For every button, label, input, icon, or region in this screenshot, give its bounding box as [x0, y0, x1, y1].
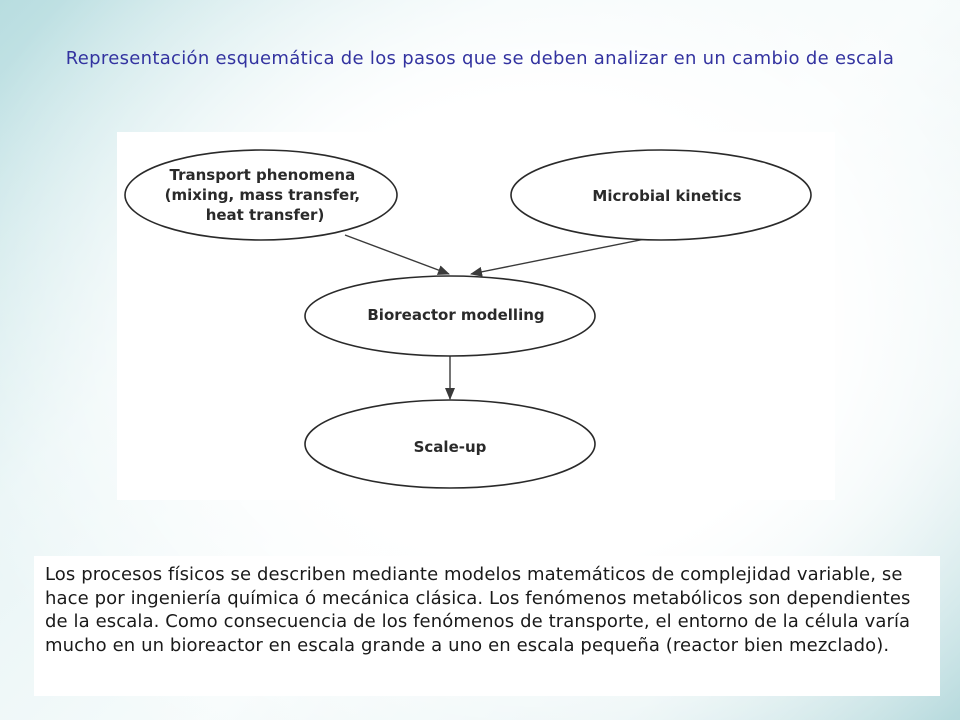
- node-microbial-kinetics: [511, 150, 811, 240]
- node-bioreactor-label: Bioreactor modelling: [367, 306, 545, 324]
- node-microbial-label: Microbial kinetics: [592, 187, 742, 205]
- node-transport-label: Transport phenomena (mixing, mass transfer, heat transfer): [164, 166, 361, 224]
- diagram-figure: [117, 132, 835, 500]
- slide-title: Representación esquemática de los pasos que se deben analizar en un cambio de escala: [65, 48, 895, 69]
- node-scaleup-label: Scale-up: [413, 438, 487, 456]
- node-transport-phenomena: [125, 150, 397, 240]
- body-paragraph: Los procesos físicos se describen mediante modelos matemáticos de complejidad variable, se hace por ingeniería química ó mecánica clásica. Los fenómenos metabólicos son dependientes de la escala. Como consecuencia de los fenómenos de transporte, el entorno de la célula varía mucho en un bioreactor en escala grande a uno en escala pequeña (reactor bien mezclado).: [34, 556, 940, 696]
- node-bioreactor-modelling: [305, 276, 595, 356]
- edge-transport-to-bioreactor: [345, 235, 449, 274]
- node-scale-up: [305, 400, 595, 488]
- edge-microbial-to-bioreactor: [471, 239, 645, 274]
- flow-diagram: [117, 132, 835, 500]
